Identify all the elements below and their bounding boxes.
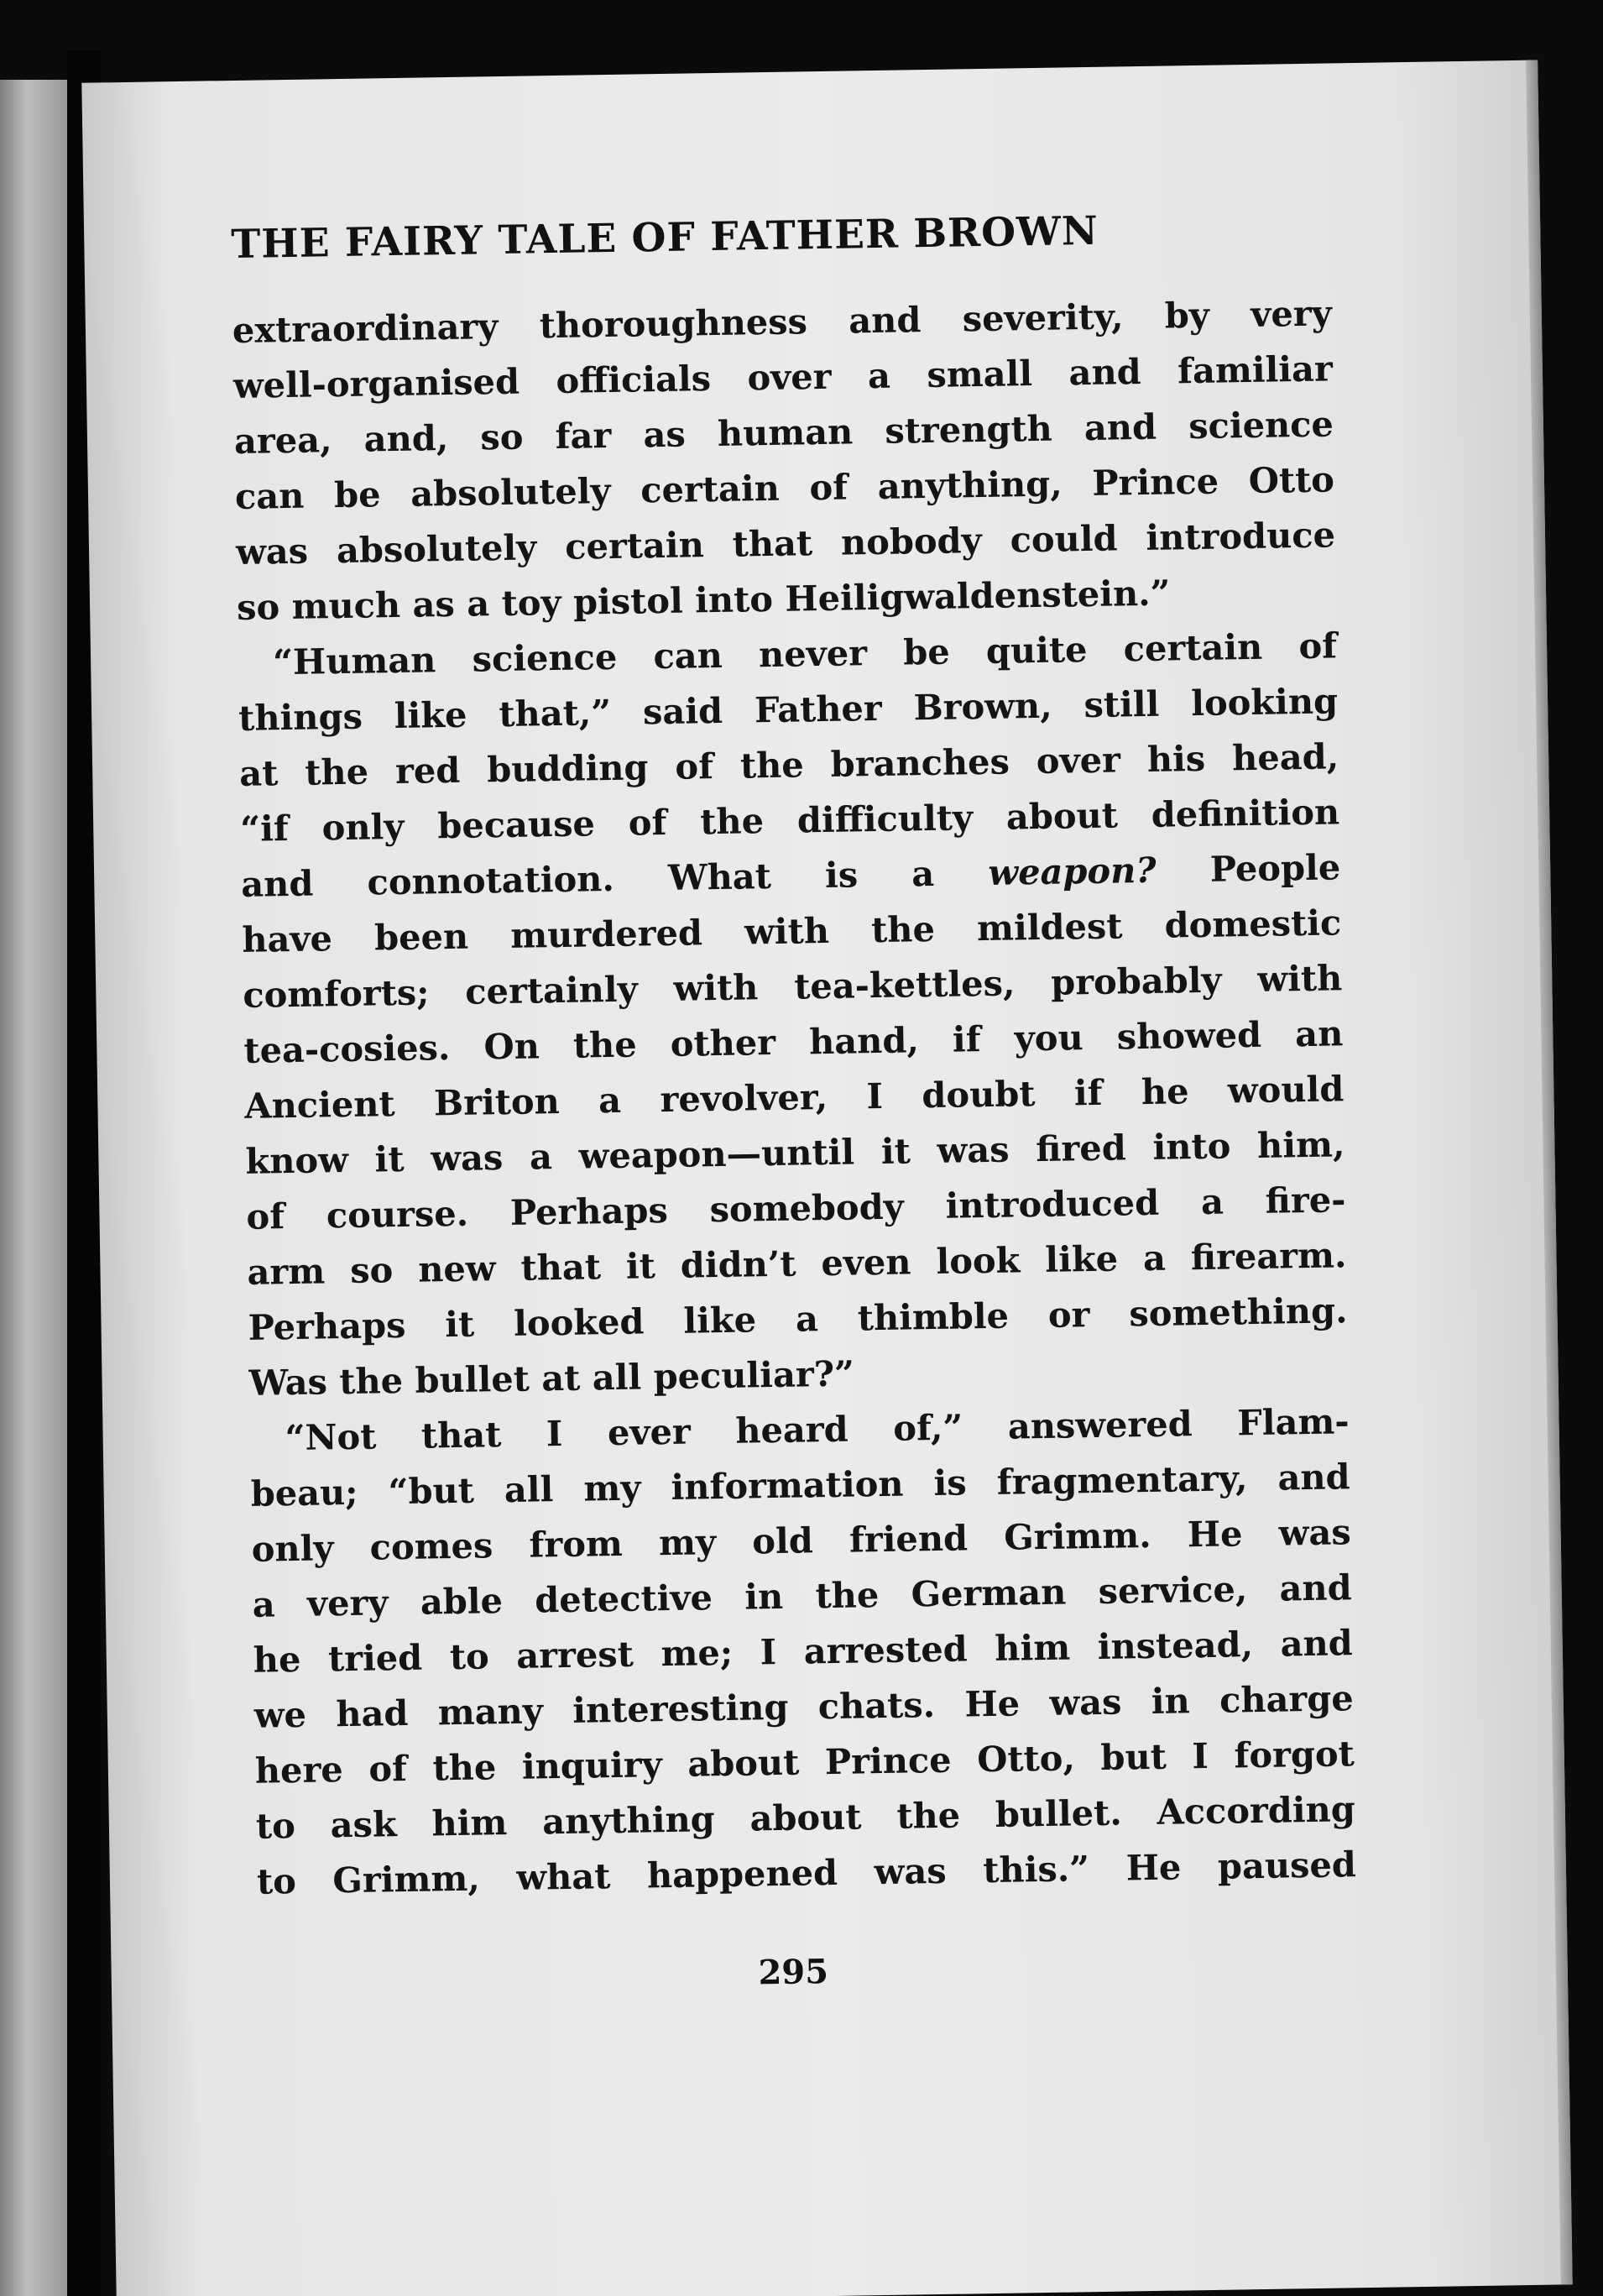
text-line: and connotation. What is a weapon? People (240, 846, 1341, 905)
text-line: to ask him anything about the bullet. According (255, 1788, 1356, 1847)
text-line: extraordinary thoroughness and severity, by very (232, 292, 1333, 352)
text-line: he tried to arrest me; I arrested him instead, and (253, 1622, 1354, 1681)
text-line: tea-cosies. On the other hand, if you showed an (243, 1012, 1344, 1071)
text-line: comforts; certainly with tea-kettles, probably with (243, 957, 1343, 1016)
text-line: beau; “but all my information is fragmentary, and (250, 1456, 1350, 1514)
page-number: 295 (758, 1952, 829, 1993)
text-line: “Not that I ever heard of,” answered Flam- (285, 1400, 1350, 1459)
body-text (232, 285, 1356, 1909)
text-line: to Grimm, what happened was this.” He paused (256, 1844, 1357, 1902)
text-line: can be absolutely certain of anything, Prince Otto (234, 458, 1335, 517)
text-line: have been murdered with the mildest domestic (241, 902, 1342, 960)
text-line: here of the inquiry about Prince Otto, but I forgot (254, 1733, 1355, 1791)
text-line: Ancient Briton a revolver, I doubt if he would (244, 1068, 1345, 1127)
text-line: Perhaps it looked like a thimble or something. (248, 1289, 1348, 1348)
book-page (81, 60, 1572, 2296)
text-line: Was the bullet at all peculiar?” (248, 1352, 855, 1404)
text-line: of course. Perhaps somebody introduced a fire- (246, 1179, 1346, 1237)
text-line: was absolutely certain that nobody could introduce (235, 514, 1336, 573)
running-head: THE FAIRY TALE OF FATHER BROWN (230, 207, 1099, 269)
emphasis-text: weapon? (988, 849, 1157, 893)
text-line: arm so new that it didn’t even look like a firearm. (247, 1234, 1347, 1293)
text-line: “Human science can never be quite certain of (272, 625, 1338, 683)
text-line: “if only because of the difficulty about definition (239, 791, 1340, 850)
text-line: we had many interesting chats. He was in charge (253, 1677, 1355, 1736)
text-line: a very able detective in the German service, and (252, 1566, 1353, 1625)
text-line: area, and, so far as human strength and science (233, 403, 1334, 462)
facing-page-edge (0, 80, 67, 2296)
text-line: well-organised officials over a small and familiar (232, 348, 1334, 406)
text-line: only comes from my old friend Grimm. He was (251, 1511, 1351, 1570)
text-line: things like that,” said Father Brown, still looking (238, 680, 1339, 739)
text-line: at the red budding of the branches over his head, (238, 735, 1339, 794)
text-line: know it was a weapon—until it was fired into him, (245, 1123, 1345, 1182)
text-line: so much as a toy pistol into Heiligwaldenstein.” (236, 572, 1171, 628)
